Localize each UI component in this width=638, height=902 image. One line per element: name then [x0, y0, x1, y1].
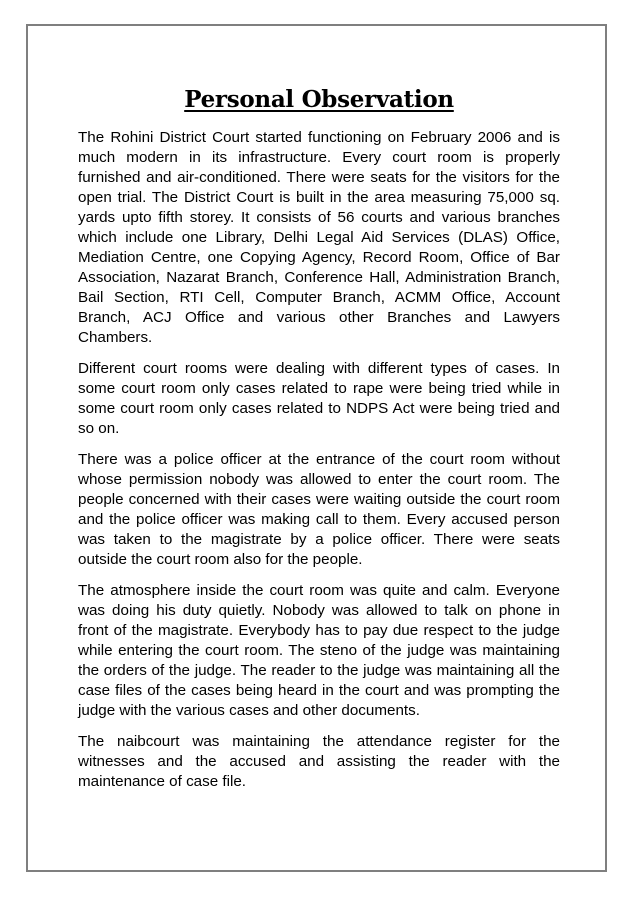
paragraph-naibcourt: The naibcourt was maintaining the attendance register for the witnesses and the accused and assisting the reader with the maintenance of case file. — [78, 733, 560, 790]
page-title: Personal Observation — [184, 86, 454, 113]
document-body — [78, 80, 560, 803]
paragraph-court-infrastructure: The Rohini District Court started functioning on February 2006 and is much modern in its infrastructure. Every court room is properly furnished and air-conditioned. There were seats for the visitors for the open trial. The District Court is built in the area measuring 75,000 sq. yards upto fifth storey. It consists of 56 courts and various branches which include one Library, Delhi Legal Aid Services (DLAS) Office, Mediation Centre, one Copying Agency, Record Room, Office of Bar Association, Nazarat Branch, Conference Hall, Administration Branch, Bail Section, RTI Cell, Computer Branch, ACMM Office, Account Branch, ACJ Office and various other Branches and Lawyers Chambers. — [78, 129, 560, 346]
paragraph-court-atmosphere: The atmosphere inside the court room was quite and calm. Everyone was doing his duty quietly. Nobody was allowed to talk on phone in front of the magistrate. Everybody has to pay due respect to the judge while entering the court room. The steno of the judge was maintaining the orders of the judge. The reader to the judge was maintaining all the case files of the cases being heard in the court and was prompting the judge with the various cases and other documents. — [78, 582, 560, 719]
paragraph-police-officer: There was a police officer at the entrance of the court room without whose permission nobody was allowed to enter the court room. The people concerned with their cases were waiting outside the court room and the police officer was making call to them. Every accused person was taken to the magistrate by a police officer. There were seats outside the court room also for the people. — [78, 451, 560, 568]
paragraph-case-types: Different court rooms were dealing with different types of cases. In some court room only cases related to rape were being tried while in some court room only cases related to NDPS Act were being tried and so on. — [78, 360, 560, 437]
